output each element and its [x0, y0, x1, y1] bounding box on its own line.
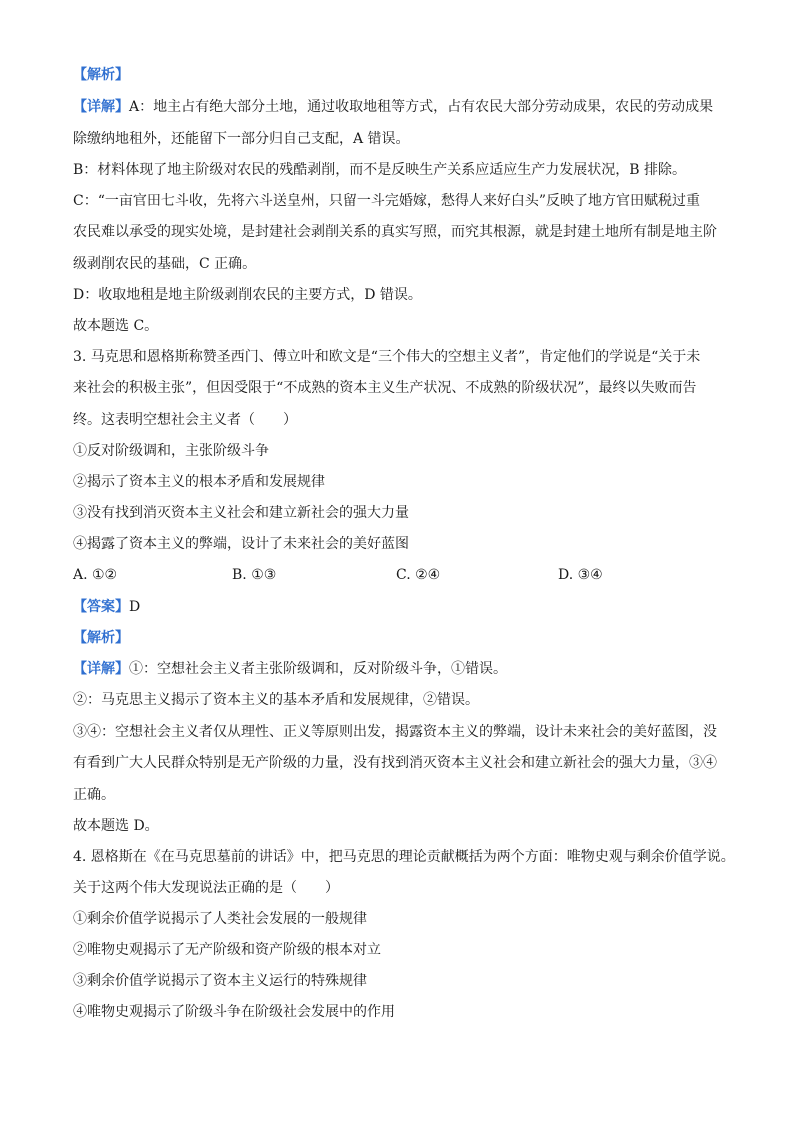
conclusion-line: 故本题选 C。: [73, 318, 159, 334]
question-stem: 3. 马克思和恩格斯称赞圣西门、傅立叶和欧文是“三个伟大的空想主义者”，肯定他们的学说是“关于未: [73, 349, 701, 365]
detail-line: [73, 660, 507, 678]
question-stem: 关于这两个伟大发现说法正确的是（ ）: [73, 880, 339, 896]
question-stem: 终。这表明空想社会主义者（ ）: [73, 412, 297, 428]
option-a: A. ①②: [73, 567, 118, 583]
detail-line: [73, 98, 713, 116]
detail-text: ①：空想社会主义者主张阶级调和，反对阶级斗争，①错误。: [129, 661, 507, 677]
question-stem: 来社会的积极主张”，但因受限于“不成熟的资本主义生产状况、不成熟的阶级状况”，最终以失败而告: [73, 380, 697, 396]
detail-tag: 【详解】: [73, 661, 129, 677]
detail-line: 有看到广大人民群众特别是无产阶级的力量，没有找到消灭资本主义社会和建立新社会的强大力量，③④: [73, 755, 717, 771]
detail-line: 除缴纳地租外，还能留下一部分归自己支配，A 错误。: [73, 131, 410, 147]
statement-item: ②唯物史观揭示了无产阶级和资产阶级的根本对立: [73, 942, 381, 958]
option-b: B. ①③: [232, 567, 277, 583]
analysis-tag: 【解析】: [73, 67, 129, 83]
answer-tag: 【答案】: [73, 599, 129, 615]
option-d: D. ③④: [558, 567, 603, 583]
detail-text: A：地主占有绝大部分土地，通过收取地租等方式，占有农民大部分劳动成果，农民的劳动成果: [129, 99, 714, 115]
statement-item: ④唯物史观揭示了阶级斗争在阶级社会发展中的作用: [73, 1004, 395, 1020]
question-stem: 4. 恩格斯在《在马克思墓前的讲话》中，把马克思的理论贡献概括为两个方面：唯物史观与剩余价值学说。: [73, 849, 735, 865]
detail-line: B：材料体现了地主阶级对农民的残酷剥削，而不是反映生产关系应适应生产力发展状况，B 排除。: [73, 162, 687, 178]
answer-value: D: [129, 599, 141, 615]
detail-line: 正确。: [73, 787, 115, 803]
statement-item: ③剩余价值学说揭示了资本主义运行的特殊规律: [73, 973, 367, 989]
detail-line: 级剥削农民的基础，C 正确。: [73, 256, 257, 272]
detail-line: ②：马克思主义揭示了资本主义的基本矛盾和发展规律，②错误。: [73, 692, 479, 708]
answer-options: [73, 566, 733, 584]
analysis-tag: 【解析】: [73, 630, 129, 646]
detail-line: D：收取地租是地主阶级剥削农民的主要方式，D 错误。: [73, 287, 422, 303]
option-c: C. ②④: [396, 567, 441, 583]
statement-item: ①剩余价值学说揭示了人类社会发展的一般规律: [73, 911, 367, 927]
statement-item: ④揭露了资本主义的弊端，设计了未来社会的美好蓝图: [73, 536, 409, 552]
detail-line: C：“一亩官田七斗收，先将六斗送皇州，只留一斗完婚嫁，愁得人来好白头”反映了地方官田赋税过重: [73, 193, 701, 209]
statement-item: ①反对阶级调和，主张阶级斗争: [73, 443, 269, 459]
detail-line: 农民难以承受的现实处境，是封建社会剥削关系的真实写照，而究其根源，就是封建土地所有制是地主阶: [73, 224, 717, 240]
answer-line: [73, 598, 140, 616]
statement-item: ③没有找到消灭资本主义社会和建立新社会的强大力量: [73, 505, 409, 521]
statement-item: ②揭示了资本主义的根本矛盾和发展规律: [73, 474, 325, 490]
conclusion-line: 故本题选 D。: [73, 818, 159, 834]
detail-line: ③④：空想社会主义者仅从理性、正义等原则出发，揭露资本主义的弊端，设计未来社会的美好蓝图，没: [73, 724, 717, 740]
detail-tag: 【详解】: [73, 99, 129, 115]
